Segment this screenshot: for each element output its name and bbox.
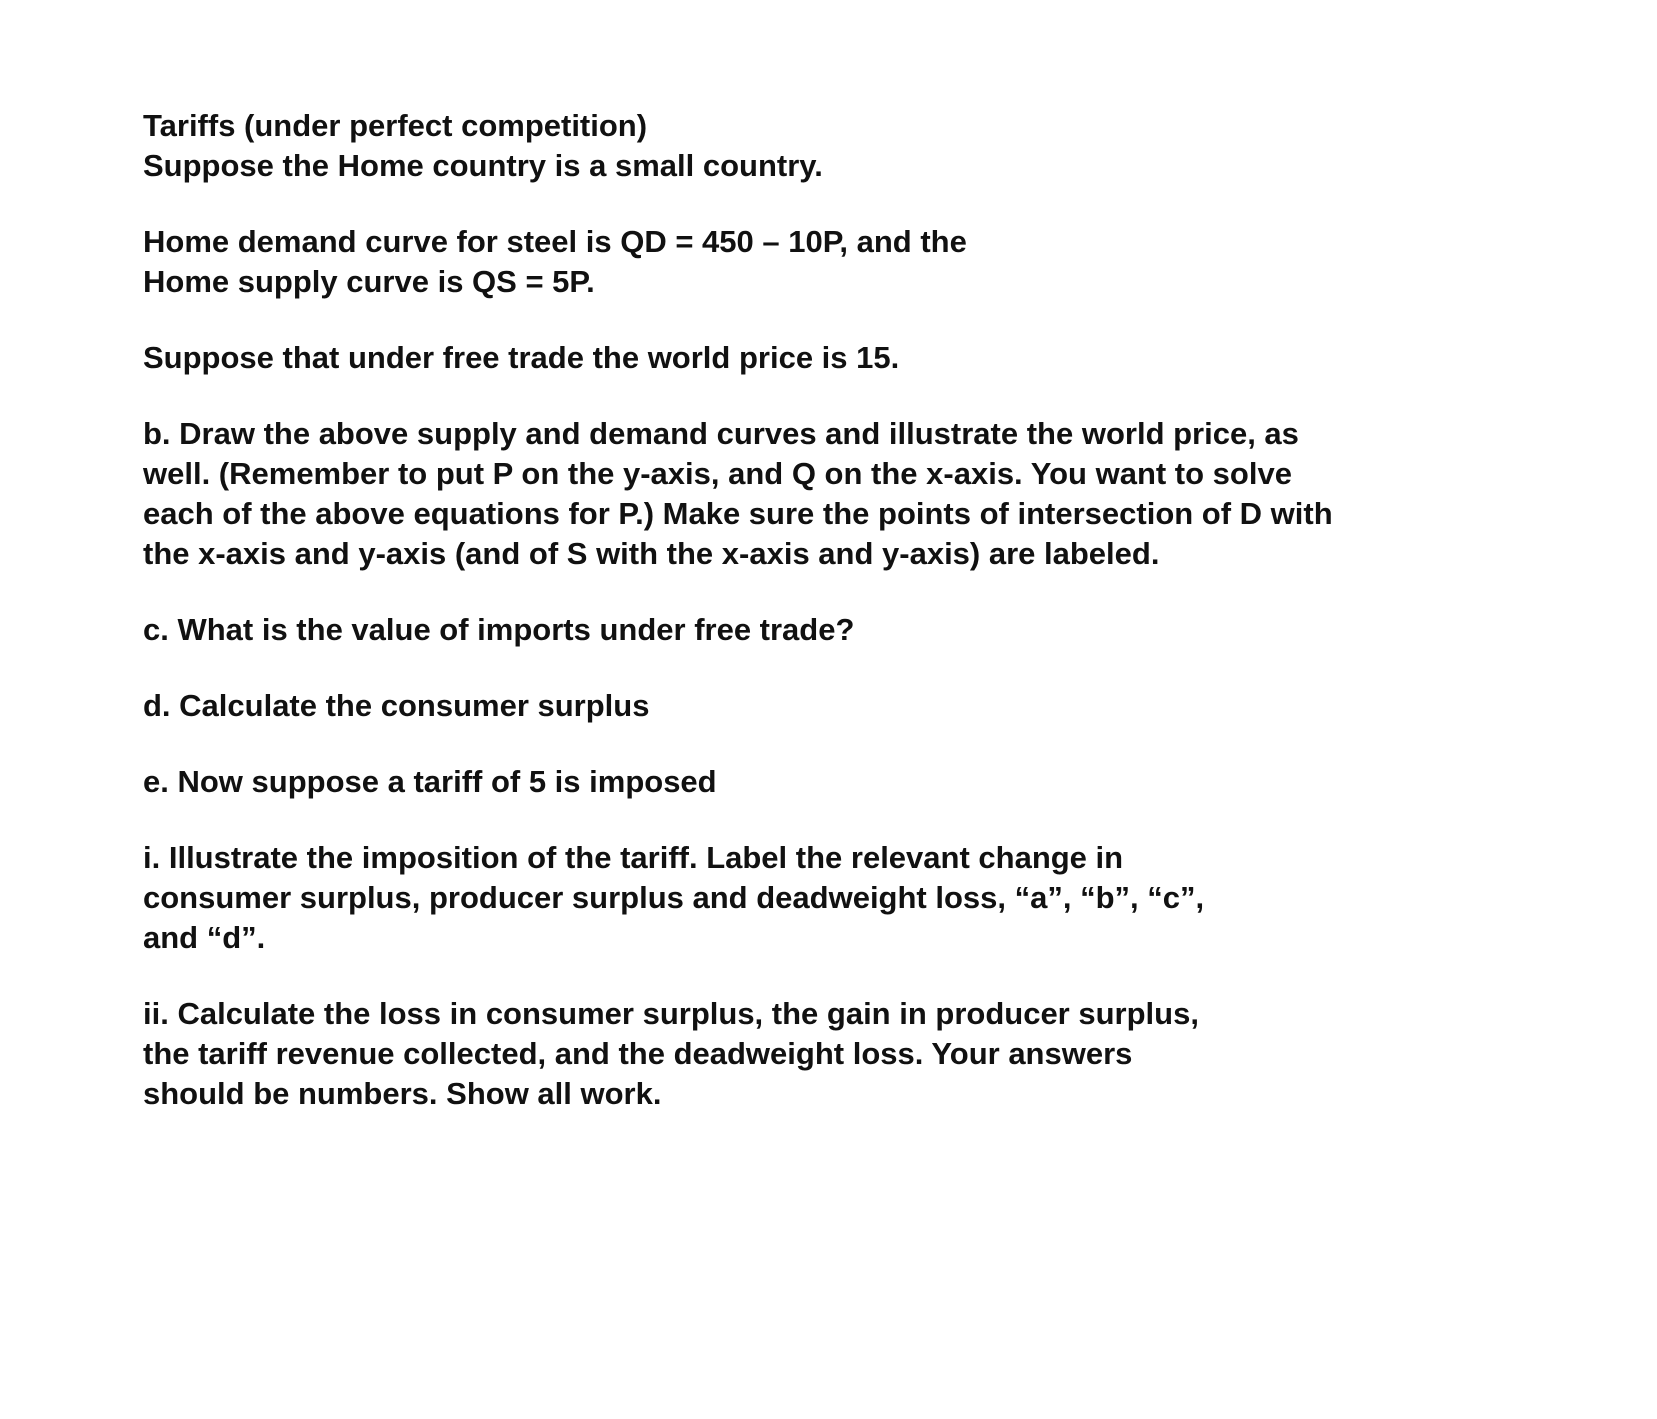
spacer: [143, 650, 1443, 686]
demand-curve-text: Home demand curve for steel is QD = 450 – 10P, and the: [143, 224, 967, 259]
part-e-ii-line: should be numbers. Show all work.: [143, 1076, 662, 1111]
part-b-line: well. (Remember to put P on the y-axis, and Q on the x-axis. You want to solve: [143, 456, 1292, 491]
world-price-text: Suppose that under free trade the world price is 15.: [143, 340, 900, 375]
problem-text: [143, 106, 1443, 1114]
spacer: [143, 726, 1443, 762]
supply-curve-text: Home supply curve is QS = 5P.: [143, 264, 595, 299]
intro-text: Suppose the Home country is a small country.: [143, 148, 823, 183]
part-b-line: b. Draw the above supply and demand curves and illustrate the world price, as: [143, 416, 1299, 451]
spacer: [143, 802, 1443, 838]
part-b-line: the x-axis and y-axis (and of S with the x-axis and y-axis) are labeled.: [143, 536, 1160, 571]
part-b-line: each of the above equations for P.) Make sure the points of intersection of D with: [143, 496, 1333, 531]
doc-title: Tariffs (under perfect competition): [143, 108, 648, 143]
part-e-i-line: and “d”.: [143, 920, 266, 955]
part-d-question: d. Calculate the consumer surplus: [143, 688, 650, 723]
part-e-ii-line: the tariff revenue collected, and the deadweight loss. Your answers: [143, 1036, 1133, 1071]
spacer: [143, 378, 1443, 414]
spacer: [143, 574, 1443, 610]
spacer: [143, 302, 1443, 338]
part-e-i-line: consumer surplus, producer surplus and deadweight loss, “a”, “b”, “c”,: [143, 880, 1205, 915]
spacer: [143, 186, 1443, 222]
part-e-i-line: i. Illustrate the imposition of the tariff. Label the relevant change in: [143, 840, 1124, 875]
part-e-ii-line: ii. Calculate the loss in consumer surplus, the gain in producer surplus,: [143, 996, 1199, 1031]
part-e-question: e. Now suppose a tariff of 5 is imposed: [143, 764, 717, 799]
spacer: [143, 958, 1443, 994]
part-c-question: c. What is the value of imports under free trade?: [143, 612, 855, 647]
